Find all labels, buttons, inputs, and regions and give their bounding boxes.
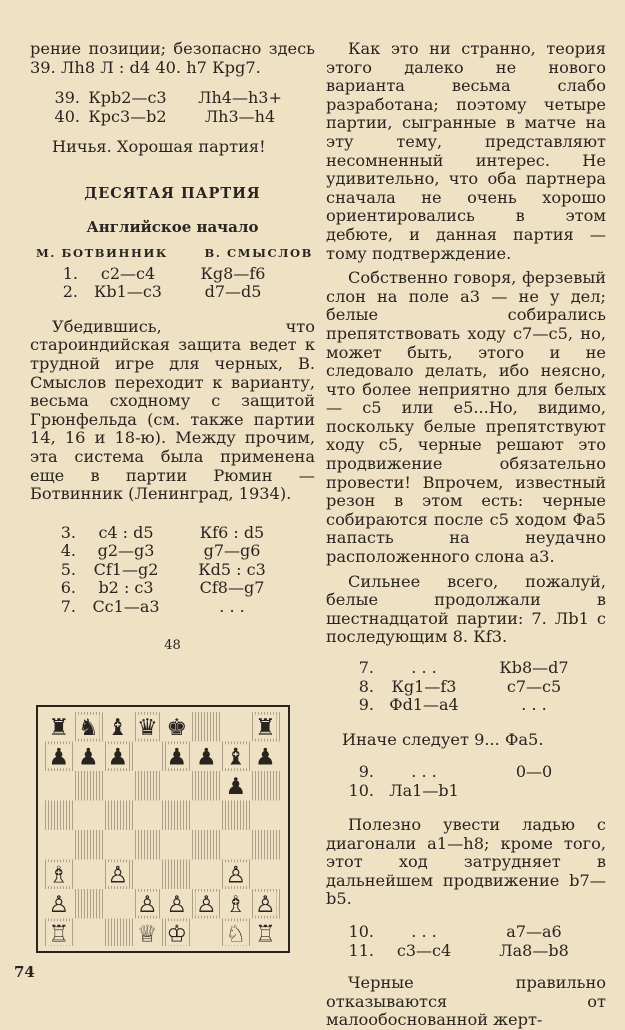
move-list-d (326, 659, 606, 715)
move-row (30, 598, 315, 617)
move-row (326, 678, 606, 697)
white-move: Кb1—c3 (94, 282, 162, 302)
white-pawn-icon: ♙ (107, 862, 129, 889)
black-rook-icon: ♜ (48, 714, 70, 741)
white-move: Лa1—b1 (389, 780, 459, 800)
dark-square (162, 860, 192, 890)
light-square (74, 919, 104, 947)
move-number: 4. (60, 541, 76, 561)
light-square (162, 771, 192, 801)
move-number: 7. (60, 596, 76, 616)
dark-square (221, 801, 251, 831)
black-rook-icon: ♜ (254, 714, 276, 741)
white-move: . . . (411, 922, 437, 942)
white-rook-icon: ♖ (254, 921, 276, 946)
black-move: g7—g6 (203, 541, 261, 561)
dark-square (103, 801, 133, 831)
white-pawn-icon: ♙ (166, 891, 188, 918)
dark-square (192, 771, 222, 801)
black-king-icon: ♚ (166, 714, 188, 741)
black-move: Лh4—h3+ (198, 88, 282, 108)
move-number: 5. (60, 559, 76, 579)
light-square (103, 889, 133, 919)
paragraph-2: Собственно говоря, ферзевый слон на поле a3 — не у дел; белые собирались препятствовать ходу c7—c5, но, может быть, этого и не следовало делать, ибо неясно, что более неприятно для белых — c5 или e5...Но, видимо, поскольку белые препятствуют ходу c5, черные решают это продвижение обязательно провести! Впрочем, известный резон в этом есть: черные собираются после c5 ходом Фa5 напасть на неудачно расположенного слона a3. (326, 268, 606, 567)
note-alternative: Иначе следует 9... Фa5. (342, 729, 544, 749)
move-number: 40. (54, 106, 80, 126)
light-square (251, 860, 281, 890)
move-row (30, 579, 315, 598)
move-row (326, 923, 606, 942)
light-square (192, 801, 222, 831)
move-number: 7. (358, 658, 374, 677)
move-row (30, 283, 315, 302)
players-line (30, 246, 315, 260)
black-pawn-icon: ♟ (107, 744, 129, 771)
black-move: Лa8—b8 (499, 940, 569, 960)
left-column (30, 40, 315, 653)
draw-note: Ничья. Хорошая партия! (52, 137, 266, 157)
move-number: 11. (348, 940, 374, 960)
black-move: Кd5 : c3 (198, 559, 266, 579)
light-square (221, 830, 251, 860)
black-move: Кf6 : d5 (199, 522, 265, 542)
dark-square (133, 830, 163, 860)
black-move: . . . (219, 596, 245, 616)
move-row (30, 265, 315, 284)
dark-square (74, 889, 104, 919)
paragraph-4: Полезно увести ладью с диагонали a1—h8; кроме того, этот ход затрудняет в дальнейшем продвижение b7—b5. (326, 815, 606, 909)
move-number: 1. (62, 263, 78, 283)
right-column (326, 40, 606, 1030)
move-number: 9. (358, 762, 374, 782)
white-move: Сf1—g2 (93, 559, 159, 579)
dark-square (162, 801, 192, 831)
move-number: 9. (358, 695, 374, 714)
dark-square (44, 801, 74, 831)
white-move: Сc1—a3 (92, 596, 160, 616)
white-pawn-icon: ♙ (136, 891, 158, 918)
move-number: 8. (358, 676, 374, 696)
move-number: 10. (348, 780, 374, 800)
light-square (103, 830, 133, 860)
black-move: d7—d5 (204, 282, 262, 302)
chess-diagram (36, 705, 290, 953)
white-queen-icon: ♕ (136, 921, 158, 946)
white-pawn-icon: ♙ (225, 862, 247, 889)
black-move (474, 782, 594, 801)
light-square (103, 771, 133, 801)
chess-board (42, 711, 283, 946)
move-row (326, 763, 606, 782)
white-move: Крc3—b2 (88, 106, 167, 126)
page-number: 74 (14, 963, 35, 981)
move-row (30, 542, 315, 561)
move-list-a (30, 89, 315, 126)
dark-square (74, 771, 104, 801)
move-number: 10. (348, 922, 374, 942)
light-square (192, 860, 222, 890)
move-row (326, 696, 606, 715)
dark-square (192, 712, 222, 742)
black-queen-icon: ♛ (136, 714, 158, 741)
light-square (133, 801, 163, 831)
continuation-text: рение позиции; безопасно здесь 39. Лh8 Л : d4 40. h7 Крg7. (30, 39, 315, 77)
white-rook-icon: ♖ (48, 921, 70, 946)
black-move: Кg8—f6 (200, 263, 266, 283)
white-move: c2—c4 (100, 263, 156, 283)
white-move: Крb2—c3 (88, 88, 167, 108)
move-row (30, 89, 315, 108)
white-move: g2—g3 (97, 541, 155, 561)
black-bishop-icon: ♝ (107, 714, 129, 741)
move-row (30, 561, 315, 580)
move-number: 6. (60, 578, 76, 598)
move-list-e (326, 763, 606, 800)
light-square (133, 860, 163, 890)
white-bishop-icon: ♗ (225, 891, 247, 918)
light-square (162, 830, 192, 860)
move-row (326, 659, 606, 678)
dark-square (251, 771, 281, 801)
black-pawn-icon: ♟ (166, 744, 188, 771)
opening-name: Английское начало (86, 217, 259, 236)
black-pawn-icon: ♟ (254, 744, 276, 771)
black-move: Лh3—h4 (204, 106, 276, 126)
move-number: 2. (62, 282, 78, 302)
black-pawn-icon: ♟ (225, 773, 247, 800)
paragraph-5: Черные правильно отказываются от малообоснованной жерт- (326, 973, 606, 1030)
dark-square (251, 830, 281, 860)
white-move: b2 : c3 (98, 578, 154, 598)
white-move: c4 : d5 (98, 522, 154, 542)
light-square (74, 860, 104, 890)
black-move: 0—0 (515, 762, 553, 782)
black-move: Сf8—g7 (199, 578, 265, 598)
move-list-b (30, 265, 315, 302)
move-list-c (30, 524, 315, 617)
dark-square (192, 830, 222, 860)
light-square (221, 712, 251, 742)
move-number: 39. (54, 88, 80, 108)
white-pawn-icon: ♙ (48, 891, 70, 918)
black-move: Кb8—d7 (499, 658, 569, 677)
dark-square (74, 830, 104, 860)
black-player: В. СМЫСЛОВ (204, 245, 313, 260)
light-square (192, 919, 222, 947)
light-square (133, 742, 163, 772)
move-row (30, 108, 315, 127)
move-list-f (326, 923, 606, 960)
black-pawn-icon: ♟ (77, 744, 99, 771)
white-move: c3—c4 (396, 940, 452, 960)
black-pawn-icon: ♟ (195, 744, 217, 771)
black-move: a7—a6 (506, 922, 562, 942)
paragraph-3: Сильнее всего, пожалуй, белые продолжали в шестнадцатой партии: 7. Лb1 с последующим 8. Кf3. (326, 571, 606, 647)
diagram-number: 48 (164, 638, 181, 654)
white-pawn-icon: ♙ (254, 891, 276, 918)
black-bishop-icon: ♝ (225, 744, 247, 771)
dark-square (103, 919, 133, 947)
black-move: . . . (521, 695, 547, 714)
white-player: М. БОТВИННИК (36, 245, 168, 260)
paragraph-1: Как это ни странно, теория этого далеко не нового варианта весьма слабо разработана; поэтому четыре партии, сыгранные в матче на эту тему, представляют несомненный интерес. Не удивительно, что оба партнера сначала не очень хорошо ориентировались в этом дебюте, и данная партия — тому подтверждение. (326, 39, 606, 263)
white-move: . . . (411, 762, 437, 782)
light-square (74, 801, 104, 831)
black-move: c7—c5 (506, 676, 562, 696)
move-row (326, 942, 606, 961)
light-square (251, 801, 281, 831)
white-move: Фd1—a4 (389, 695, 459, 714)
move-number: 3. (60, 522, 76, 542)
white-move: . . . (411, 658, 437, 677)
dark-square (133, 771, 163, 801)
white-king-icon: ♔ (166, 921, 188, 946)
black-knight-icon: ♞ (77, 714, 99, 741)
white-knight-icon: ♘ (225, 921, 247, 946)
white-bishop-icon: ♗ (48, 862, 70, 889)
move-row (326, 782, 606, 801)
move-row (30, 524, 315, 543)
white-move: Кg1—f3 (391, 676, 457, 696)
white-pawn-icon: ♙ (195, 891, 217, 918)
black-pawn-icon: ♟ (48, 744, 70, 771)
light-square (44, 771, 74, 801)
comment-paragraph: Убедившись, что староиндийская защита ведет к трудной игре для черных, В. Смыслов переходит к варианту, весьма сходному с защитой Грюнфельда (см. также партии 14, 16 и 18-ю). Между прочим, эта система была применена еще в партии Рюмин — Ботвинник (Ленинград, 1934). (30, 316, 315, 504)
light-square (44, 830, 74, 860)
game-title: ДЕСЯТАЯ ПАРТИЯ (84, 184, 261, 202)
